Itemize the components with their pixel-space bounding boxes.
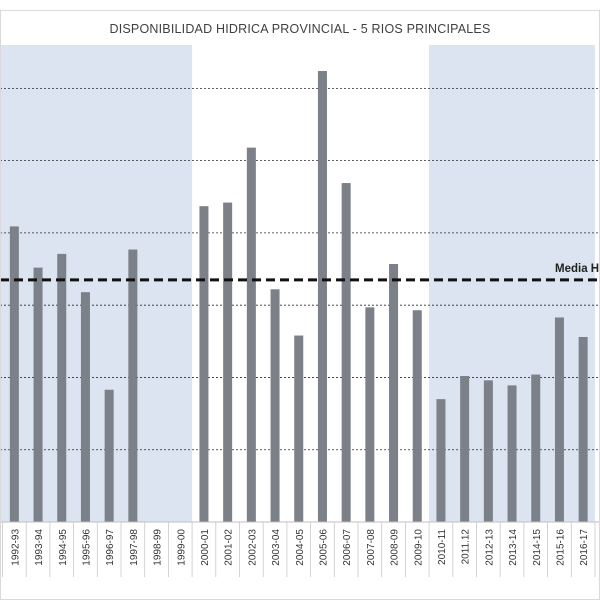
bar-2004-05 <box>294 336 303 522</box>
x-tick-label: 2003-04 <box>271 529 283 566</box>
bar-1997-98 <box>128 250 137 522</box>
x-tick-label: 2007-08 <box>365 529 377 566</box>
bar-2003-04 <box>271 289 280 522</box>
x-tick-label: 1996-97 <box>105 529 117 566</box>
bar-2013-14 <box>508 385 517 522</box>
x-tick-label: 2013-14 <box>508 529 520 566</box>
x-tick-label: 2002-03 <box>247 529 259 566</box>
bar-2000-01 <box>199 206 208 522</box>
shaded-period-1 <box>0 45 192 522</box>
mean-reference-label: Media H <box>555 262 600 275</box>
x-tick-label: 2010-11 <box>436 529 448 565</box>
x-tick-label: 2005-06 <box>318 529 330 566</box>
x-tick-label: 2008-09 <box>389 529 401 566</box>
bar-2014-15 <box>531 375 540 522</box>
chart-title: DISPONIBILIDAD HIDRICA PROVINCIAL - 5 RIOS PRINCIPALES <box>109 22 491 36</box>
x-tick-label: 2004-05 <box>294 529 306 566</box>
x-tick-label: 2011.12 <box>460 529 472 565</box>
bar-1995-96 <box>81 292 90 522</box>
bar-2001-02 <box>223 203 232 522</box>
x-tick-label: 1993-94 <box>34 529 46 566</box>
bar-2010-11 <box>436 399 445 522</box>
x-tick-label: 2006-07 <box>342 529 354 566</box>
bar-1993-94 <box>34 268 43 522</box>
bar-2006-07 <box>342 183 351 522</box>
bar-2009-10 <box>413 310 422 522</box>
x-tick-label: 1992-93 <box>10 529 22 566</box>
x-tick-label: 2016-17 <box>579 529 591 566</box>
bar-2012-13 <box>484 380 493 522</box>
bar-2011-12 <box>460 376 469 522</box>
x-tick-label: 2012-13 <box>484 529 496 566</box>
x-tick-label: 2001-02 <box>223 529 235 566</box>
bar-2008-09 <box>389 264 398 522</box>
bar-2007-08 <box>365 307 374 522</box>
x-tick-label: 1997-98 <box>128 529 140 566</box>
x-tick-label: 1994-95 <box>57 529 69 566</box>
bar-2016-17 <box>579 337 588 522</box>
bar-2005-06 <box>318 71 327 522</box>
bar-1996-97 <box>105 390 114 522</box>
x-tick-label: 1999-00 <box>176 529 188 566</box>
bar-2015-16 <box>555 317 564 522</box>
bar-1992-93 <box>10 226 19 522</box>
x-tick-label: 2009-10 <box>413 529 425 566</box>
x-tick-label: 2014-15 <box>531 529 543 566</box>
x-tick-label: 1995-96 <box>81 529 93 566</box>
x-tick-label: 2015-16 <box>555 529 567 566</box>
x-tick-label: 1998-99 <box>152 529 164 566</box>
bar-2002-03 <box>247 148 256 522</box>
bar-1994-95 <box>57 254 66 522</box>
x-tick-label: 2000-01 <box>199 529 211 566</box>
